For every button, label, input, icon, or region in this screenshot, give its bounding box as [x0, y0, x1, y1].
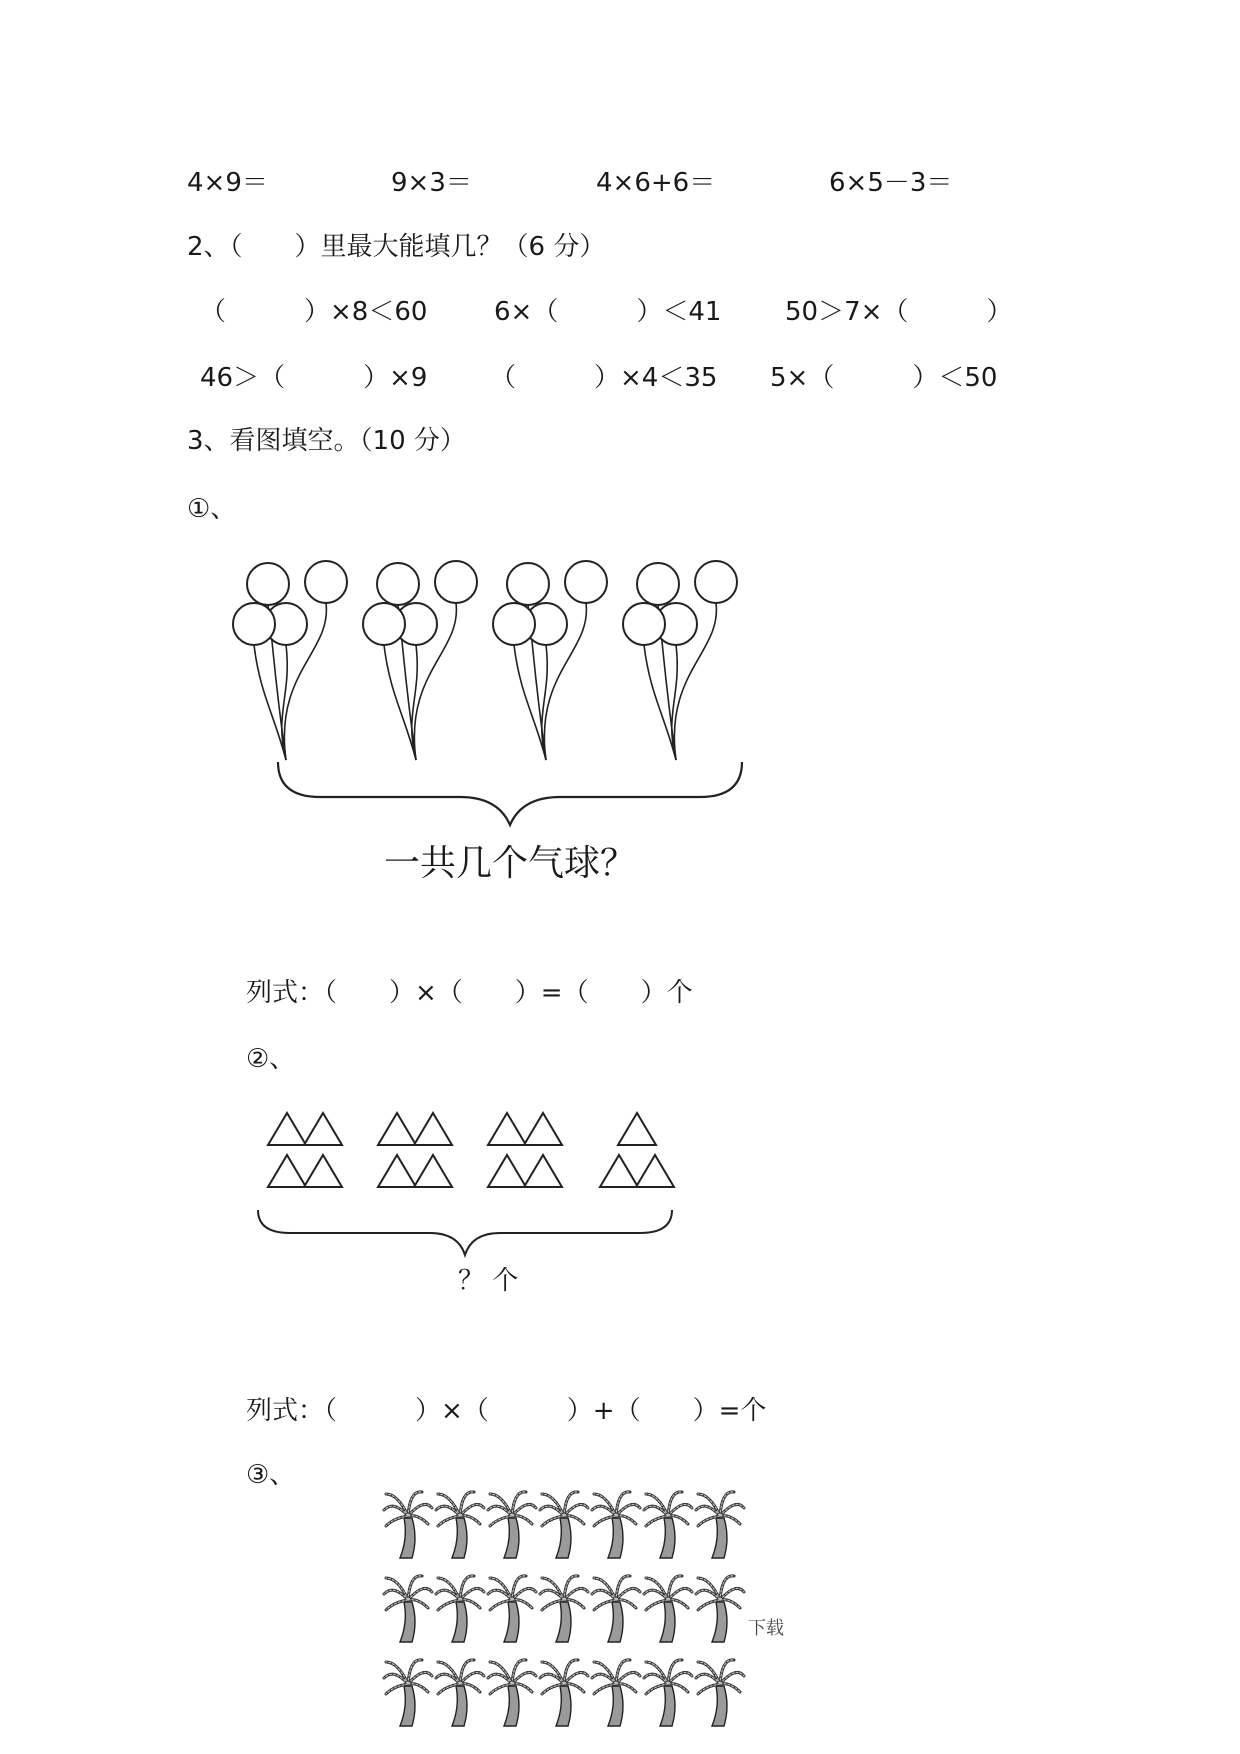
equation-4: 6×5－3＝ — [829, 168, 953, 198]
palm-tree — [696, 1576, 744, 1642]
equation-3: 4×6+6＝ — [596, 168, 716, 198]
palm-tree — [644, 1492, 692, 1558]
tree-rows — [384, 1492, 744, 1726]
palm-tree — [384, 1576, 432, 1642]
palm-tree — [592, 1492, 640, 1558]
palm-tree — [696, 1660, 744, 1726]
balloon-bunch — [623, 561, 737, 760]
tree-row — [384, 1576, 744, 1642]
triangle — [600, 1155, 638, 1187]
equation-1: 4×9＝ — [187, 168, 268, 198]
palm-tree — [696, 1492, 744, 1558]
balloon — [507, 563, 549, 605]
balloon — [565, 561, 607, 603]
balloon-bunch — [233, 561, 347, 760]
balloon-groups — [233, 561, 737, 760]
part-3-marker: ③、 — [246, 1460, 296, 1490]
palm-tree — [384, 1660, 432, 1726]
inequality-2: 6×（ ）＜41 — [494, 297, 722, 327]
triangles-caption: ？ 个 — [458, 1266, 519, 1296]
balloons-figure — [230, 550, 790, 890]
balloon-string — [644, 645, 676, 760]
triangle — [488, 1113, 526, 1145]
part-2-marker: ②、 — [246, 1044, 296, 1074]
triangle — [304, 1113, 342, 1145]
part-2-formula: 列式：（ ）×（ ）+（ ）=个 — [246, 1396, 767, 1426]
balloon — [493, 603, 535, 645]
palm-tree — [488, 1492, 536, 1558]
equation-2: 9×3＝ — [391, 168, 472, 198]
balloon — [637, 563, 679, 605]
balloon-string — [384, 645, 416, 760]
palm-tree — [436, 1576, 484, 1642]
balloon-bunch — [493, 561, 607, 760]
watermark-text: 下载 — [748, 1618, 784, 1639]
part-1-marker: ①、 — [187, 494, 237, 524]
triangle-group — [378, 1113, 452, 1187]
balloon — [435, 561, 477, 603]
section-3-heading: 3、看图填空。（10 分） — [187, 426, 466, 456]
balloon-bunch — [363, 561, 477, 760]
palm-tree — [644, 1576, 692, 1642]
balloons-brace — [278, 762, 742, 825]
inequality-6: 5×（ ）＜50 — [770, 363, 998, 393]
triangle — [414, 1155, 452, 1187]
triangle — [268, 1113, 306, 1145]
inequality-5: （ ）×4＜35 — [490, 363, 718, 393]
triangle — [378, 1113, 416, 1145]
balloon — [247, 563, 289, 605]
balloon — [623, 603, 665, 645]
palm-tree — [488, 1660, 536, 1726]
balloon — [377, 563, 419, 605]
section-2-heading: 2、（ ）里最大能填几？（6 分） — [187, 232, 606, 262]
balloon — [363, 603, 405, 645]
balloon — [233, 603, 275, 645]
triangles-brace — [258, 1210, 672, 1255]
triangle-group — [600, 1113, 674, 1187]
tree-row — [384, 1492, 744, 1558]
palm-tree — [592, 1660, 640, 1726]
palm-tree — [384, 1492, 432, 1558]
balloon-string — [514, 645, 546, 760]
palm-tree — [436, 1660, 484, 1726]
palm-tree — [488, 1576, 536, 1642]
triangle — [618, 1113, 656, 1145]
palm-tree — [540, 1492, 588, 1558]
triangle — [636, 1155, 674, 1187]
balloon-string — [254, 645, 286, 760]
balloons-caption: 一共几个气球？ — [384, 843, 637, 884]
triangle — [488, 1155, 526, 1187]
inequality-4: 46＞（ ）×9 — [200, 363, 428, 393]
triangle-group — [268, 1113, 342, 1187]
palm-tree — [540, 1576, 588, 1642]
tree-row — [384, 1660, 744, 1726]
triangle — [304, 1155, 342, 1187]
triangle-group — [488, 1113, 562, 1187]
triangle — [524, 1155, 562, 1187]
inequality-3: 50＞7×（ ） — [785, 297, 1013, 327]
triangle — [524, 1113, 562, 1145]
triangle — [378, 1155, 416, 1187]
triangle-groups — [268, 1113, 674, 1187]
triangle — [268, 1155, 306, 1187]
part-1-formula: 列式：（ ）×（ ）=（ ）个 — [246, 978, 693, 1008]
palm-trees-figure — [380, 1484, 760, 1754]
balloon — [305, 561, 347, 603]
palm-tree — [436, 1492, 484, 1558]
palm-tree — [540, 1660, 588, 1726]
balloon — [695, 561, 737, 603]
triangle — [414, 1113, 452, 1145]
inequality-1: （ ）×8＜60 — [200, 297, 428, 327]
palm-tree — [644, 1660, 692, 1726]
palm-tree — [592, 1576, 640, 1642]
